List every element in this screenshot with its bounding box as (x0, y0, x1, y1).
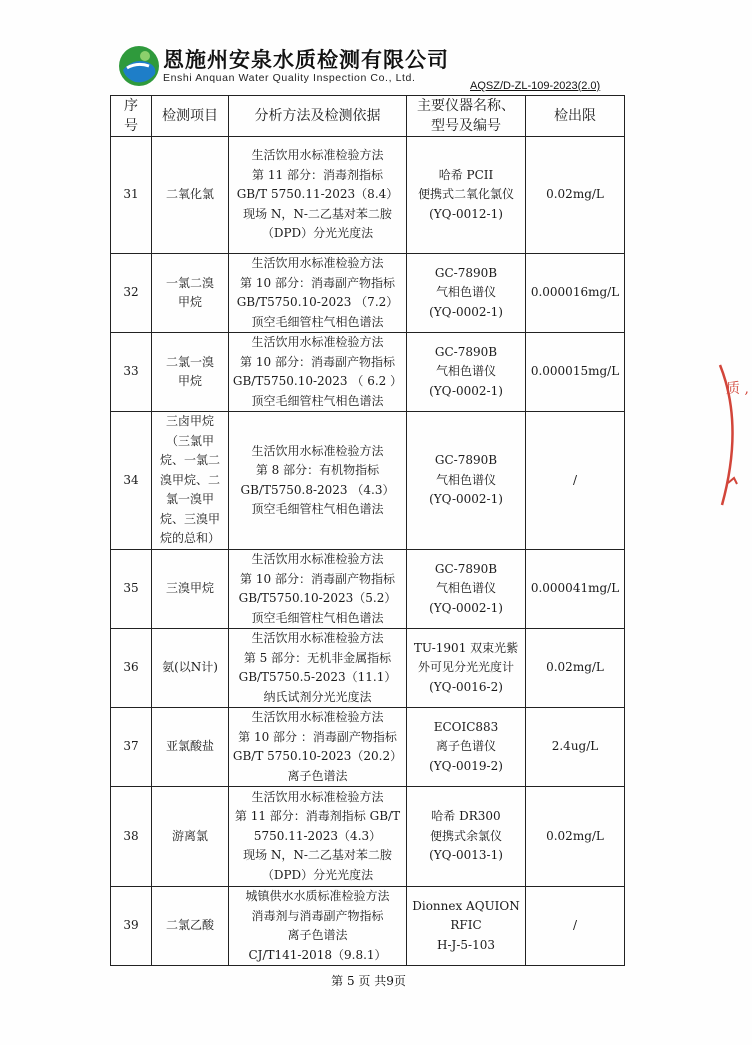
cell-item: 三溴甲烷 (152, 550, 229, 629)
cell-item: 三卤甲烷 （三氯甲 烷、一氯二 溴甲烷、二 氯一溴甲 烷、三溴甲 烷的总和） (152, 412, 229, 550)
cell-item: 一氯二溴 甲烷 (152, 254, 229, 333)
table-row (111, 412, 625, 550)
cell-method: 生活饮用水标准检验方法 第 11 部分：消毒剂指标 GB/T 5750.11-2023（4.3） 现场 N，N-二乙基对苯二胺 （DPD）分光光度法 (229, 787, 407, 887)
cell-instrument: GC-7890B 气相色谱仪 (YQ-0002-1) (407, 550, 526, 629)
table-row (111, 887, 625, 966)
cell-no: 38 (111, 787, 152, 887)
cell-no: 37 (111, 708, 152, 787)
cell-instrument: 哈希 PCII 便携式二氧化氯仪 (YQ-0012-1) (407, 137, 526, 254)
header-item: 检测项目 (152, 96, 229, 137)
cell-method: 生活饮用水标准检验方法 第 11 部分：消毒剂指标 GB/T 5750.11-2023（8.4） 现场 N，N-二乙基对苯二胺 （DPD）分光光度法 (229, 137, 407, 254)
cell-method: 生活饮用水标准检验方法 第 10 部分：消毒副产物指标 GB/T5750.10-2023（5.2） 顶空毛细管柱气相色谱法 (229, 550, 407, 629)
cell-no: 35 (111, 550, 152, 629)
cell-method: 生活饮用水标准检验方法 第 8 部分：有机物指标 GB/T5750.8-2023 （4.3） 顶空毛细管柱气相色谱法 (229, 412, 407, 550)
cell-item: 亚氯酸盐 (152, 708, 229, 787)
cell-limit: 0.02mg/L (526, 137, 625, 254)
page-footer: 第 5 页 共9页 (331, 974, 406, 988)
cell-limit: 0.02mg/L (526, 629, 625, 708)
cell-limit: / (526, 412, 625, 550)
cell-item: 二氯乙酸 (152, 887, 229, 966)
inspection-methods-table (110, 95, 625, 966)
cell-instrument: 哈希 DR300 便携式余氯仪 (YQ-0013-1) (407, 787, 526, 887)
cell-method: 生活饮用水标准检验方法 第 5 部分：无机非金属指标 GB/T5750.5-2023（11.1） 纳氏试剂分光光度法 (229, 629, 407, 708)
cell-instrument: GC-7890B 气相色谱仪 (YQ-0002-1) (407, 333, 526, 412)
cell-no: 39 (111, 887, 152, 966)
cell-limit: 0.000016mg/L (526, 254, 625, 333)
table-row (111, 629, 625, 708)
cell-instrument: Dionnex AQUION RFIC H-J-5-103 (407, 887, 526, 966)
cell-no: 32 (111, 254, 152, 333)
table-row (111, 254, 625, 333)
cell-method: 生活饮用水标准检验方法 第 10 部分：消毒副产物指标 GB/T5750.10-2023 （ 6.2 ） 顶空毛细管柱气相色谱法 (229, 333, 407, 412)
cell-limit: 0.000041mg/L (526, 550, 625, 629)
cell-instrument: GC-7890B 气相色谱仪 (YQ-0002-1) (407, 254, 526, 333)
cell-no: 33 (111, 333, 152, 412)
red-seal-fragment (712, 355, 752, 515)
table-row (111, 137, 625, 254)
table-row (111, 787, 625, 887)
cell-item: 氨(以N计) (152, 629, 229, 708)
cell-method: 城镇供水水质标准检验方法 消毒剂与消毒副产物指标 离子色谱法 CJ/T141-2018（9.8.1） (229, 887, 407, 966)
cell-instrument: ECOIC883 离子色谱仪 (YQ-0019-2) (407, 708, 526, 787)
cell-no: 36 (111, 629, 152, 708)
header-no: 序 号 (111, 96, 152, 137)
cell-item: 二氧化氯 (152, 137, 229, 254)
cell-limit: / (526, 887, 625, 966)
cell-limit: 2.4ug/L (526, 708, 625, 787)
cell-limit: 0.000015mg/L (526, 333, 625, 412)
company-name-en: Enshi Anquan Water Quality Inspection Co., Ltd. (163, 72, 416, 84)
company-logo (117, 44, 161, 88)
cell-limit: 0.02mg/L (526, 787, 625, 887)
header-method: 分析方法及检测依据 (229, 96, 407, 137)
table-row (111, 550, 625, 629)
seal-text: 质 , (726, 381, 749, 397)
table-header-row (111, 96, 625, 137)
header-instrument: 主要仪器名称、 型号及编号 (407, 96, 526, 137)
cell-instrument: GC-7890B 气相色谱仪 (YQ-0002-1) (407, 412, 526, 550)
cell-item: 二氯一溴 甲烷 (152, 333, 229, 412)
cell-no: 34 (111, 412, 152, 550)
cell-item: 游离氯 (152, 787, 229, 887)
cell-instrument: TU-1901 双束光紫 外可见分光光度计 (YQ-0016-2) (407, 629, 526, 708)
table-row (111, 708, 625, 787)
document-number: AQSZ/D-ZL-109-2023(2.0) (470, 80, 601, 92)
cell-method: 生活饮用水标准检验方法 第 10 部分 ：消毒副产物指标 GB/T 5750.10-2023（20.2） 离子色谱法 (229, 708, 407, 787)
company-name-cn: 恩施州安泉水质检测有限公司 (163, 47, 449, 72)
cell-no: 31 (111, 137, 152, 254)
header-limit: 检出限 (526, 96, 625, 137)
table-row (111, 333, 625, 412)
cell-method: 生活饮用水标准检验方法 第 10 部分：消毒副产物指标 GB/T5750.10-2023 （7.2） 顶空毛细管柱气相色谱法 (229, 254, 407, 333)
